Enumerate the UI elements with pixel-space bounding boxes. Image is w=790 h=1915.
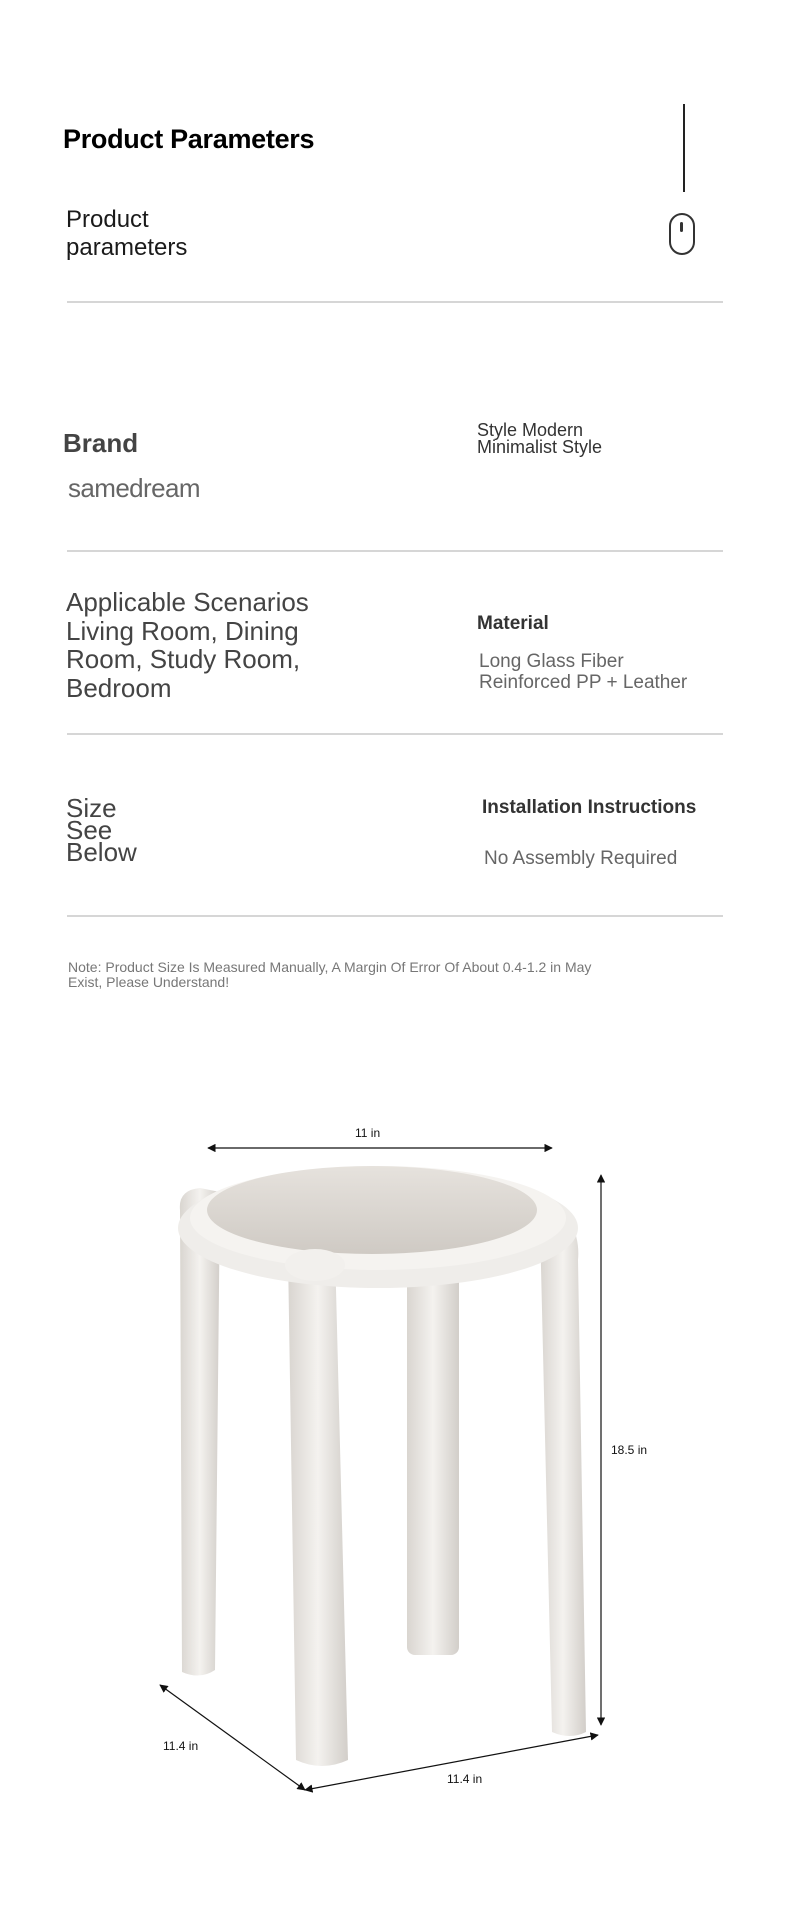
height-label: 18.5 in [611, 1443, 648, 1457]
depth-label: 11.4 in [163, 1739, 199, 1753]
mouse-scroll-icon [669, 213, 695, 255]
size-text: Size See Below [66, 793, 137, 867]
stool-dimension-diagram [0, 1100, 790, 1820]
applicable-scenarios: Applicable Scenarios Living Room, Dining Room, Study Room, Bedroom [66, 587, 309, 703]
divider [67, 733, 723, 735]
material-label: Material [477, 613, 549, 634]
stool-image [178, 1166, 586, 1766]
page-subtitle: Product parameters [66, 206, 188, 261]
material-value: Long Glass Fiber Reinforced PP + Leather [479, 651, 688, 693]
divider [67, 915, 723, 917]
top-width-label: 11 in [355, 1126, 381, 1140]
divider [67, 301, 723, 303]
page-title: Product Parameters [63, 124, 315, 154]
divider [67, 550, 723, 552]
brand-label: Brand [63, 428, 139, 458]
width-label: 11.4 in [447, 1772, 483, 1786]
brand-value: samedream [68, 473, 200, 503]
installation-label: Installation Instructions [482, 797, 697, 818]
installation-value: No Assembly Required [484, 848, 678, 869]
decorative-vertical-line [683, 104, 685, 192]
size-note: Note: Product Size Is Measured Manually, A Margin Of Error Of About 0.4-1.2 in May Exist, Please Understand! [68, 959, 592, 990]
style-text: Style Modern Minimalist Style [477, 420, 603, 457]
